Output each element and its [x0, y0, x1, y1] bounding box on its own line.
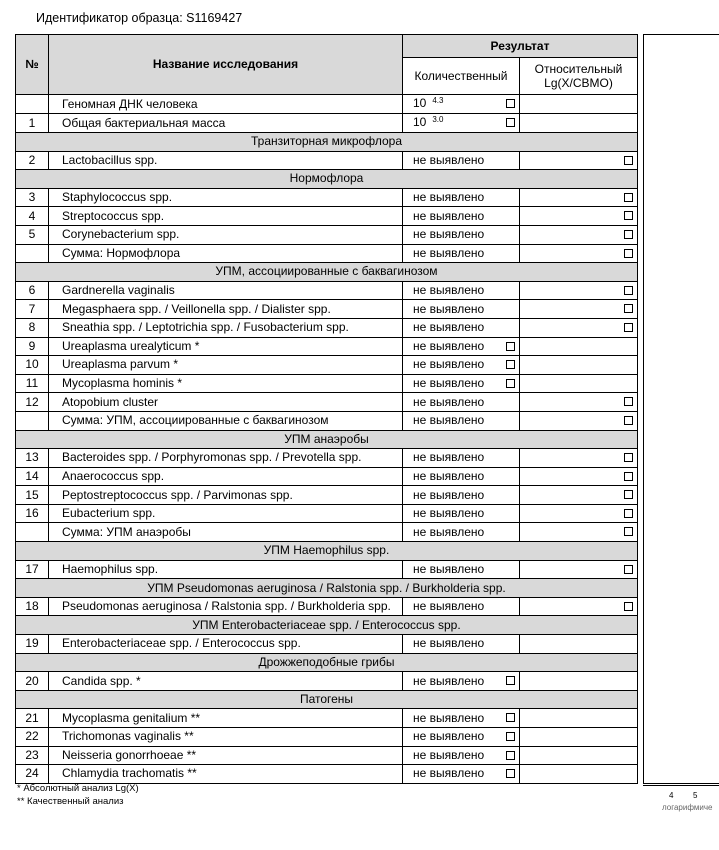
- quant-exponent: 3.0: [432, 115, 444, 124]
- test-name: Mycoplasma genitalium **: [49, 709, 403, 728]
- quant-cell: [403, 281, 520, 300]
- rel-checkbox[interactable]: [624, 156, 633, 165]
- rel-checkbox[interactable]: [624, 509, 633, 518]
- rel-cell: [520, 765, 638, 784]
- quant-cell: [403, 337, 520, 356]
- quant-cell: [403, 356, 520, 375]
- quant-cell: [403, 765, 520, 784]
- quant-cell: [403, 207, 520, 226]
- row-number: [16, 244, 49, 263]
- col-num-header: №: [16, 35, 49, 95]
- quant-checkbox[interactable]: [506, 99, 515, 108]
- quant-cell: [403, 467, 520, 486]
- row-number: 16: [16, 504, 49, 523]
- table-row: [16, 337, 638, 356]
- row-number: 23: [16, 746, 49, 765]
- axis-caption: логарифмиче: [662, 803, 713, 812]
- table-row: [16, 300, 638, 319]
- rel-checkbox[interactable]: [624, 397, 633, 406]
- quant-cell: [403, 95, 520, 114]
- quant-value: не выявлено: [413, 524, 485, 539]
- quant-cell: [403, 523, 520, 542]
- table-row: [16, 281, 638, 300]
- quant-cell: [403, 560, 520, 579]
- table-row: [16, 486, 638, 505]
- table-row: [16, 374, 638, 393]
- test-name: Bacteroides spp. / Porphyromonas spp. / Prevotella spp.: [49, 449, 403, 468]
- table-row: [16, 207, 638, 226]
- section-row: [16, 579, 638, 598]
- quant-cell: [403, 225, 520, 244]
- quant-cell: [403, 244, 520, 263]
- rel-cell: [520, 225, 638, 244]
- quant-cell: [403, 374, 520, 393]
- table-row: [16, 95, 638, 114]
- row-number: 21: [16, 709, 49, 728]
- col-rel-header: Относительный Lg(X/CBMO): [520, 58, 638, 95]
- rel-cell: [520, 449, 638, 468]
- section-row: [16, 653, 638, 672]
- axis-tick-5: 5: [693, 791, 698, 800]
- table-row: [16, 318, 638, 337]
- rel-checkbox[interactable]: [624, 286, 633, 295]
- row-number: 19: [16, 635, 49, 654]
- quant-value: не выявлено: [413, 338, 485, 353]
- test-name: Lactobacillus spp.: [49, 151, 403, 170]
- quant-cell: [403, 486, 520, 505]
- table-row: [16, 523, 638, 542]
- rel-cell: [520, 356, 638, 375]
- quant-cell: [403, 411, 520, 430]
- col-quant-header: Количественный: [403, 58, 520, 95]
- quant-checkbox[interactable]: [506, 342, 515, 351]
- table-row: [16, 244, 638, 263]
- rel-checkbox[interactable]: [624, 453, 633, 462]
- section-row: [16, 542, 638, 561]
- section-row: [16, 430, 638, 449]
- quant-value: не выявлено: [413, 394, 485, 409]
- table-row: [16, 393, 638, 412]
- test-name: Pseudomonas aeruginosa / Ralstonia spp. / Burkholderia spp.: [49, 597, 403, 616]
- test-name: Corynebacterium spp.: [49, 225, 403, 244]
- test-name: Neisseria gonorrhoeae **: [49, 746, 403, 765]
- test-name: Atopobium cluster: [49, 393, 403, 412]
- rel-cell: [520, 188, 638, 207]
- quant-value: не выявлено: [413, 450, 485, 465]
- rel-checkbox[interactable]: [624, 193, 633, 202]
- quant-cell: [403, 318, 520, 337]
- rel-checkbox[interactable]: [624, 490, 633, 499]
- row-number: 12: [16, 393, 49, 412]
- row-number: 2: [16, 151, 49, 170]
- quant-cell: [403, 393, 520, 412]
- test-name: Геномная ДНК человека: [49, 95, 403, 114]
- table-row: [16, 411, 638, 430]
- row-number: 1: [16, 114, 49, 133]
- table-row: [16, 672, 638, 691]
- table-row: [16, 635, 638, 654]
- quant-checkbox[interactable]: [506, 676, 515, 685]
- section-title: Патогены: [16, 690, 638, 709]
- quant-cell: [403, 728, 520, 747]
- quant-cell: [403, 746, 520, 765]
- table-row: [16, 709, 638, 728]
- rel-cell: [520, 635, 638, 654]
- test-name: Общая бактериальная масса: [49, 114, 403, 133]
- rel-checkbox[interactable]: [624, 249, 633, 258]
- rel-cell: [520, 728, 638, 747]
- row-number: 11: [16, 374, 49, 393]
- quant-value: не выявлено: [413, 636, 485, 651]
- quant-cell: [403, 449, 520, 468]
- quant-checkbox[interactable]: [506, 713, 515, 722]
- table-row: [16, 560, 638, 579]
- rel-cell: [520, 244, 638, 263]
- test-name: Eubacterium spp.: [49, 504, 403, 523]
- quant-value: не выявлено: [413, 376, 485, 391]
- quant-cell: [403, 114, 520, 133]
- test-name: Сумма: УПМ анаэробы: [49, 523, 403, 542]
- table-row: [16, 504, 638, 523]
- test-name: Enterobacteriaceae spp. / Enterococcus spp.: [49, 635, 403, 654]
- rel-cell: [520, 597, 638, 616]
- table-row: [16, 151, 638, 170]
- quant-value: не выявлено: [413, 729, 485, 744]
- rel-cell: [520, 114, 638, 133]
- axis-tick-4: 4: [669, 791, 674, 800]
- quant-cell: [403, 300, 520, 319]
- quant-value: не выявлено: [413, 710, 485, 725]
- row-number: 13: [16, 449, 49, 468]
- table-row: [16, 225, 638, 244]
- test-name: Streptococcus spp.: [49, 207, 403, 226]
- test-name: Gardnerella vaginalis: [49, 281, 403, 300]
- quant-value: не выявлено: [413, 301, 485, 316]
- section-title: УПМ анаэробы: [16, 430, 638, 449]
- results-body: [16, 95, 638, 784]
- row-number: 15: [16, 486, 49, 505]
- quant-value: не выявлено: [413, 468, 485, 483]
- footnote-qualitative: ** Качественный анализ: [17, 796, 124, 807]
- rel-checkbox[interactable]: [624, 527, 633, 536]
- rel-checkbox[interactable]: [624, 323, 633, 332]
- test-name: Staphylococcus spp.: [49, 188, 403, 207]
- rel-cell: [520, 374, 638, 393]
- row-number: [16, 411, 49, 430]
- quant-checkbox[interactable]: [506, 751, 515, 760]
- quant-value: не выявлено: [413, 673, 485, 688]
- table-row: [16, 597, 638, 616]
- quant-value: не выявлено: [413, 357, 485, 372]
- test-name: Anaerococcus spp.: [49, 467, 403, 486]
- quant-checkbox[interactable]: [506, 732, 515, 741]
- row-number: 9: [16, 337, 49, 356]
- results-table: [15, 34, 638, 784]
- row-number: 3: [16, 188, 49, 207]
- rel-checkbox[interactable]: [624, 211, 633, 220]
- quant-cell: [403, 709, 520, 728]
- row-number: [16, 523, 49, 542]
- footnote-absolute: * Абсолютный анализ Lg(X): [17, 783, 139, 794]
- quant-value: не выявлено: [413, 320, 485, 335]
- row-number: 17: [16, 560, 49, 579]
- quant-base: 10: [413, 115, 427, 129]
- rel-checkbox[interactable]: [624, 472, 633, 481]
- row-number: 4: [16, 207, 49, 226]
- row-number: 8: [16, 318, 49, 337]
- rel-cell: [520, 467, 638, 486]
- quant-checkbox[interactable]: [506, 118, 515, 127]
- section-title: Нормофлора: [16, 170, 638, 189]
- quant-checkbox[interactable]: [506, 360, 515, 369]
- side-chart-frame: [643, 34, 719, 784]
- table-row: [16, 356, 638, 375]
- rel-cell: [520, 393, 638, 412]
- quant-value: не выявлено: [413, 152, 485, 167]
- test-name: Peptostreptococcus spp. / Parvimonas spp.: [49, 486, 403, 505]
- row-number: 24: [16, 765, 49, 784]
- quant-value: не выявлено: [413, 208, 485, 223]
- section-title: Транзиторная микрофлора: [16, 133, 638, 152]
- rel-checkbox[interactable]: [624, 416, 633, 425]
- rel-cell: [520, 411, 638, 430]
- rel-checkbox[interactable]: [624, 230, 633, 239]
- test-name: Ureaplasma urealyticum *: [49, 337, 403, 356]
- quant-value: не выявлено: [413, 283, 485, 298]
- row-number: 7: [16, 300, 49, 319]
- quant-exponent: 4.3: [432, 96, 444, 105]
- section-title: Дрожжеподобные грибы: [16, 653, 638, 672]
- quant-checkbox[interactable]: [506, 769, 515, 778]
- section-title: УПМ Pseudomonas aeruginosa / Ralstonia spp. / Burkholderia spp.: [16, 579, 638, 598]
- section-row: [16, 263, 638, 282]
- table-row: [16, 746, 638, 765]
- rel-cell: [520, 281, 638, 300]
- row-number: 18: [16, 597, 49, 616]
- test-name: Сумма: УПМ, ассоциированные с баквагинозом: [49, 411, 403, 430]
- quant-value: не выявлено: [413, 599, 485, 614]
- row-number: 22: [16, 728, 49, 747]
- test-name: Mycoplasma hominis *: [49, 374, 403, 393]
- col-name-header: Название исследования: [49, 35, 403, 95]
- quant-cell: [403, 188, 520, 207]
- row-number: 14: [16, 467, 49, 486]
- quant-value: не выявлено: [413, 227, 485, 242]
- quant-cell: [403, 635, 520, 654]
- section-row: [16, 690, 638, 709]
- rel-cell: [520, 672, 638, 691]
- quant-value: не выявлено: [413, 413, 485, 428]
- rel-cell: [520, 337, 638, 356]
- quant-base: 10: [413, 96, 427, 110]
- quant-cell: [403, 672, 520, 691]
- quant-value: не выявлено: [413, 766, 485, 781]
- rel-cell: [520, 95, 638, 114]
- section-title: УПМ Haemophilus spp.: [16, 542, 638, 561]
- rel-cell: [520, 151, 638, 170]
- quant-cell: [403, 504, 520, 523]
- quant-cell: [403, 151, 520, 170]
- section-title: УПМ, ассоциированные с баквагинозом: [16, 263, 638, 282]
- quant-cell: [403, 597, 520, 616]
- test-name: Ureaplasma parvum *: [49, 356, 403, 375]
- row-number: [16, 95, 49, 114]
- section-row: [16, 170, 638, 189]
- row-number: 5: [16, 225, 49, 244]
- test-name: Candida spp. *: [49, 672, 403, 691]
- rel-cell: [520, 709, 638, 728]
- rel-cell: [520, 486, 638, 505]
- rel-cell: [520, 746, 638, 765]
- test-name: Haemophilus spp.: [49, 560, 403, 579]
- table-row: [16, 449, 638, 468]
- table-row: [16, 467, 638, 486]
- rel-cell: [520, 504, 638, 523]
- test-name: Chlamydia trachomatis **: [49, 765, 403, 784]
- row-number: 20: [16, 672, 49, 691]
- row-number: 6: [16, 281, 49, 300]
- rel-checkbox[interactable]: [624, 304, 633, 313]
- col-result-header: Результат: [403, 35, 638, 58]
- rel-cell: [520, 207, 638, 226]
- table-row: [16, 188, 638, 207]
- quant-value: не выявлено: [413, 190, 485, 205]
- row-number: 10: [16, 356, 49, 375]
- quant-value: не выявлено: [413, 506, 485, 521]
- test-name: Megasphaera spp. / Veillonella spp. / Dialister spp.: [49, 300, 403, 319]
- rel-cell: [520, 523, 638, 542]
- rel-checkbox[interactable]: [624, 602, 633, 611]
- table-row: [16, 114, 638, 133]
- rel-checkbox[interactable]: [624, 565, 633, 574]
- rel-cell: [520, 300, 638, 319]
- quant-value: не выявлено: [413, 245, 485, 260]
- sample-id: Идентификатор образца: S1169427: [36, 11, 243, 25]
- side-chart-axis: [643, 785, 719, 786]
- test-name: Trichomonas vaginalis **: [49, 728, 403, 747]
- section-row: [16, 133, 638, 152]
- table-row: [16, 728, 638, 747]
- rel-cell: [520, 318, 638, 337]
- test-name: Sneathia spp. / Leptotrichia spp. / Fusobacterium spp.: [49, 318, 403, 337]
- quant-value: не выявлено: [413, 747, 485, 762]
- rel-cell: [520, 560, 638, 579]
- table-row: [16, 765, 638, 784]
- section-row: [16, 616, 638, 635]
- quant-value: не выявлено: [413, 561, 485, 576]
- test-name: Сумма: Нормофлора: [49, 244, 403, 263]
- section-title: УПМ Enterobacteriaceae spp. / Enterococcus spp.: [16, 616, 638, 635]
- quant-value: не выявлено: [413, 487, 485, 502]
- quant-checkbox[interactable]: [506, 379, 515, 388]
